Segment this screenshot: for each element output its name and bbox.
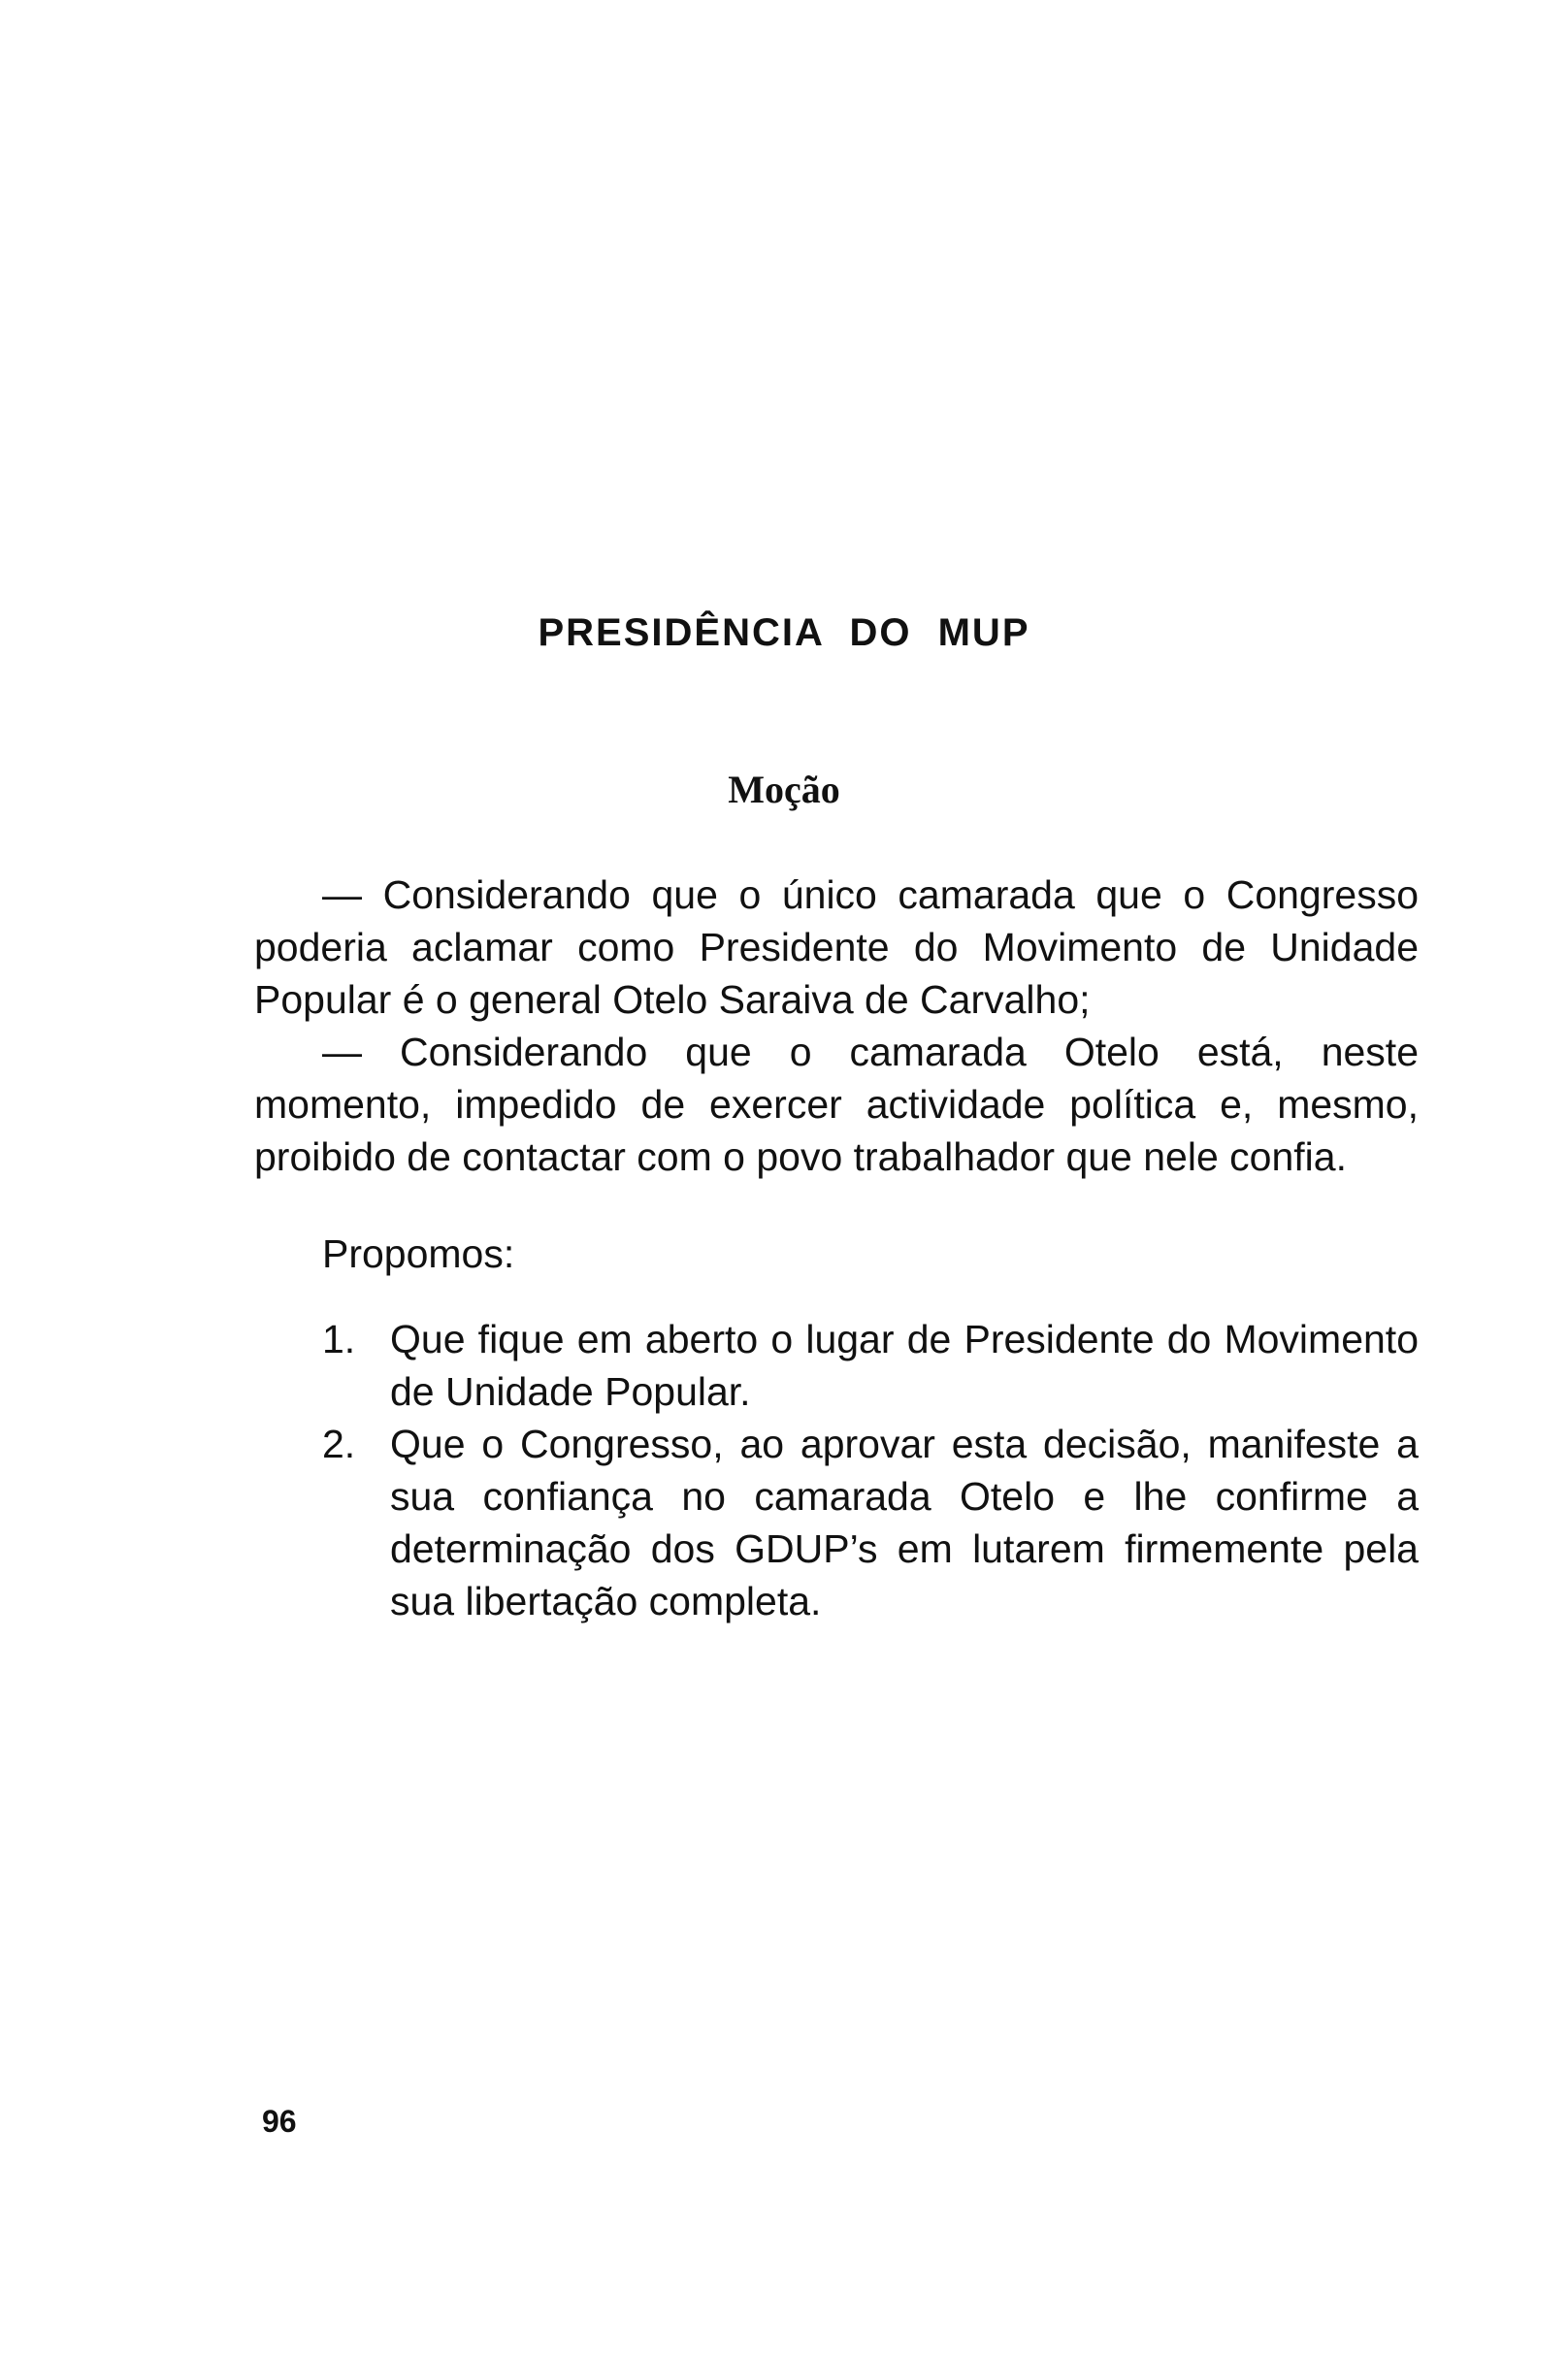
proposal-text-1: Que fique em aberto o lugar de Presidente do Movimento de Unidade Popular. xyxy=(390,1317,1419,1414)
considerando-paragraph-1: — Considerando que o único camarada que o Congresso poderia aclamar como Presidente do Movimento de Unidade Popular é o general Otelo Saraiva de Carvalho; xyxy=(254,872,1419,1022)
proposal-list xyxy=(322,1313,1419,1627)
motion-body xyxy=(254,869,1419,1627)
proposal-intro: Propomos: xyxy=(322,1231,515,1276)
section-title: PRESIDÊNCIA DO MUP xyxy=(538,611,1030,654)
proposal-number-2: 2. xyxy=(322,1422,356,1466)
proposal-text-2: Que o Congresso, ao aprovar esta decisão, manifeste a sua confiança no camarada Otelo e lhe confirme a determinação dos GDUP’s em lutarem firmemente pela sua libertação completa. xyxy=(390,1422,1419,1623)
proposal-item-1 xyxy=(322,1313,1419,1418)
proposal-number-1: 1. xyxy=(322,1317,356,1361)
page-number: 96 xyxy=(262,2104,297,2139)
motion-title: Moção xyxy=(728,768,840,811)
proposal-item-2 xyxy=(322,1418,1419,1627)
considerando-paragraph-2: — Considerando que o camarada Otelo está, neste momento, impedido de exercer actividade política e, mesmo, proibido de contactar com o povo trabalhador que nele confia. xyxy=(254,1030,1419,1179)
